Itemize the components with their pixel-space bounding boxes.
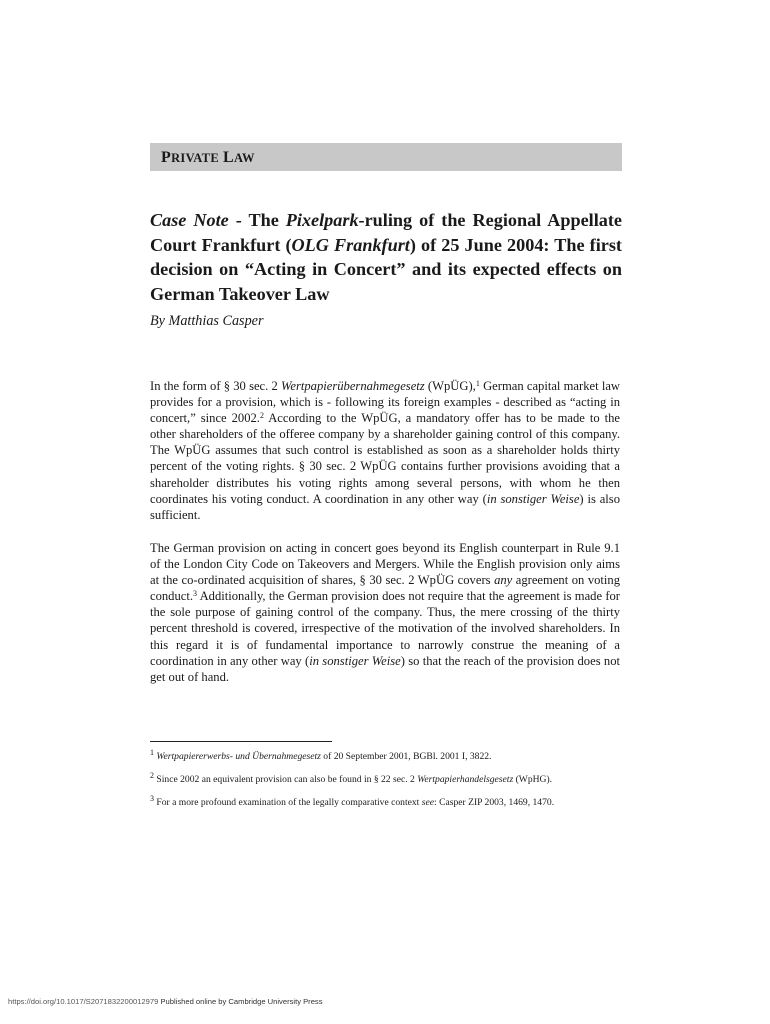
p2-text-3: Additionally, the German provision does not require that the agreement is made for the sole purpose of gaining control of the company. Thus, the mere crossing of the thirty percent threshold is covered, irrespective of the motivation of the involved shareholders. In this regard it is of fundamental importance to narrowly construe the meaning of a coordination in any other way ( (150, 589, 620, 668)
footnote-ref-1[interactable]: 1 (475, 379, 480, 388)
title-case-note: Case Note (150, 210, 229, 230)
doi-link[interactable]: https://doi.org/10.1017/S2071832200012979 (8, 997, 159, 1006)
footnote-3-number: 3 (150, 794, 154, 803)
section-heading (150, 143, 622, 171)
published-note: Published online by Cambridge University Press (158, 997, 323, 1006)
p1-italic-2: in sonstiger Weise (486, 491, 580, 506)
p1-text-1: In the form of § 30 sec. 2 (150, 379, 282, 393)
title-part-3: ) of 25 June 2004: The first decision on “Acting in Concert” and its expected effects on German Takeover Law (150, 234, 622, 304)
title-olg: OLG Frankfurt (291, 234, 410, 255)
footnote-ref-3[interactable]: 3 (193, 589, 198, 599)
p2-text-2: agreement on voting conduct. (150, 573, 621, 604)
title-part-2: -ruling of the Regional Appellate Court Frankfurt ( (150, 210, 622, 255)
title-part-1: - The (228, 210, 286, 230)
footnote-1-text: of 20 September 2001, BGBl. 2001 I, 3822. (320, 751, 492, 762)
p1-text-3: German capital market law provides for a provision, which is - following its foreign examples - described as “acting in concert,” since 2002. (150, 379, 621, 426)
title-pixelpark: Pixelpark (285, 210, 359, 230)
footnote-3 (150, 794, 620, 809)
section-cap-p: P (161, 149, 172, 166)
footnote-2-italic: Wertpapierhandelsgesetz (417, 774, 514, 785)
page-footer (8, 997, 323, 1006)
footnote-1 (150, 748, 620, 763)
p2-italic-2: in sonstiger Weise (309, 653, 401, 668)
p1-text-5: ) is also sufficient. (150, 491, 620, 522)
paragraph-1 (150, 378, 620, 523)
footnote-divider (150, 741, 332, 742)
p1-text-2: (WpÜG), (424, 379, 476, 393)
footnote-2-number: 2 (150, 771, 154, 780)
footnote-3-text-1: For a more profound examination of the legally comparative context (156, 797, 422, 808)
p1-italic-1: Wertpapierübernahmegesetz (281, 379, 425, 393)
article-title (150, 208, 622, 306)
section-rest-rivate: RIVATE (171, 151, 219, 165)
p2-italic-1: any (494, 573, 513, 588)
author-byline: By Matthias Casper (150, 313, 264, 329)
section-rest-aw: AW (234, 151, 255, 165)
p2-text-1: The German provision on acting in concert goes beyond its English counterpart in Rule 9.1 of the London City Code on Takeovers and Mergers. While the English provision only aims at the co-ordinated acquisition of shares, § 30 sec. 2 WpÜG covers (150, 541, 620, 588)
footnote-2-text-2: (WpHG). (513, 774, 553, 785)
footnote-1-number: 1 (150, 748, 154, 757)
footnote-2 (150, 771, 620, 786)
p2-text-4: ) so that the reach of the provision does not get out of hand. (150, 653, 620, 684)
footnote-3-italic: see (421, 797, 434, 808)
footnote-3-text-2: : Casper ZIP 2003, 1469, 1470. (434, 797, 555, 808)
paragraph-2 (150, 540, 620, 685)
footnote-2-text-1: Since 2002 an equivalent provision can also be found in § 22 sec. 2 (156, 774, 418, 785)
section-cap-l: L (223, 149, 235, 166)
footnote-1-italic: Wertpapiererwerbs- und Übernahmegesetz (156, 751, 321, 762)
footnote-ref-2[interactable]: 2 (259, 411, 264, 421)
p1-text-4: According to the WpÜG, a mandatory offer has to be made to the other shareholders of the offeree company by a shareholder gaining control of this company. The WpÜG assumes that such control is established as soon as a shareholder holds thirty percent of the voting rights. § 30 sec. 2 WpÜG contains further provisions avoiding that a shareholder distributes his voting rights among several persons, with whom he then coordinates his voting conduct. A coordination in any other way ( (150, 411, 620, 506)
